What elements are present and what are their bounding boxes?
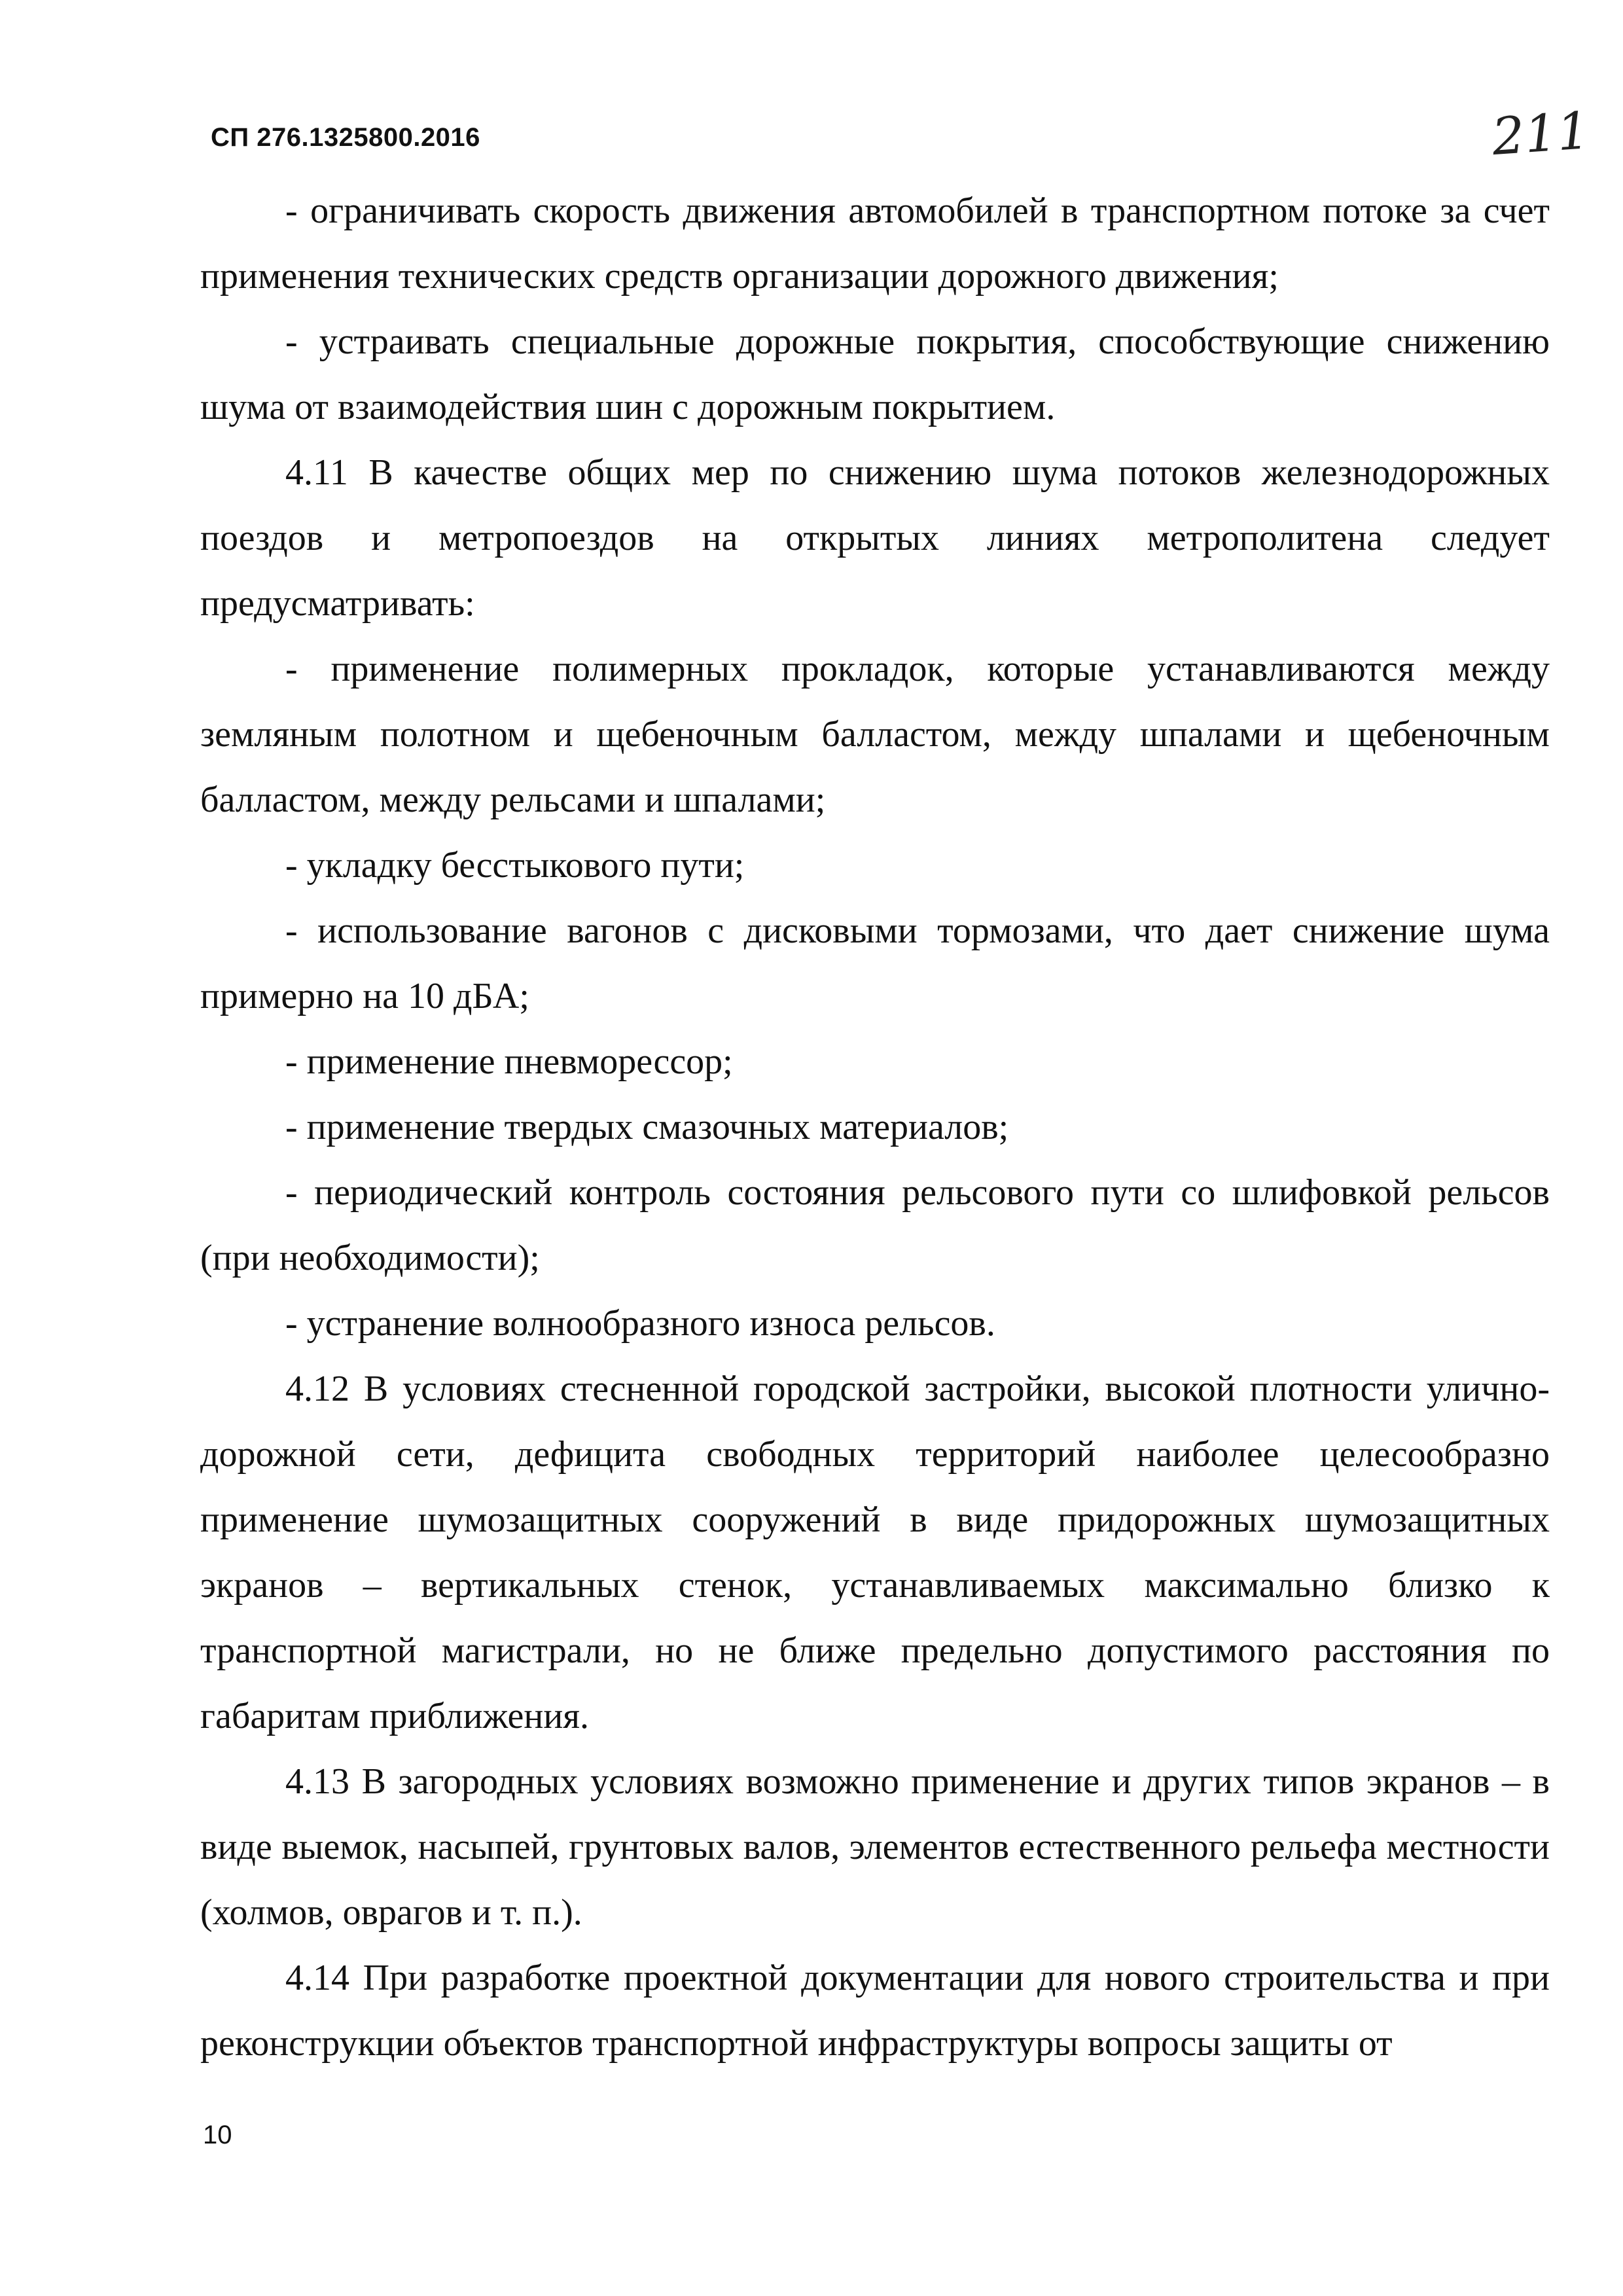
document-code-header: СП 276.1325800.2016 xyxy=(211,123,480,152)
paragraph-air-springs: - применение пневморессор; xyxy=(285,1041,733,1082)
paragraph-4-14: 4.14 При разработке проектной документации для нового строительства и при реконструкции объектов транспортной инфраструктуры вопросы защиты от xyxy=(200,1958,1550,2064)
paragraph-disc-brakes: - использование вагонов с дисковыми тормозами, что дает снижение шума примерно на 10 дБА; xyxy=(200,910,1550,1016)
paragraph-solid-lubricants: - применение твердых смазочных материалов; xyxy=(285,1107,1009,1147)
paragraph-polymer-pads: - применение полимерных прокладок, которые устанавливаются между земляным полотном и щебеночным балластом, между шпалами и щебеночным балластом, между рельсами и шпалами; xyxy=(200,649,1550,820)
paragraph-road-surface: - устраивать специальные дорожные покрытия, способствующие снижению шума от взаимодействия шин с дорожным покрытием. xyxy=(200,321,1550,427)
paragraph-4-13: 4.13 В загородных условиях возможно применение и других типов экранов – в виде выемок, насыпей, грунтовых валов, элементов естественного рельефа местности (холмов, оврагов и т. п.). xyxy=(200,1761,1550,1933)
handwritten-sheet-number: 211 xyxy=(1490,101,1592,168)
paragraph-corrugation-removal: - устранение волнообразного износа рельсов. xyxy=(285,1303,995,1344)
paragraph-speed-limit: - ограничивать скорость движения автомобилей в транспортном потоке за счет применения технических средств организации дорожного движения; xyxy=(200,190,1550,296)
document-body xyxy=(200,178,1550,2076)
paragraph-4-11: 4.11 В качестве общих мер по снижению шума потоков железнодорожных поездов и метропоездов на открытых линиях метрополитена следует предусматривать: xyxy=(200,452,1550,624)
paragraph-rail-grinding: - периодический контроль состояния рельсового пути со шлифовкой рельсов (при необходимости); xyxy=(200,1172,1550,1278)
page-number: 10 xyxy=(203,2121,232,2149)
paragraph-continuous-track: - укладку бесстыкового пути; xyxy=(285,845,745,886)
paragraph-4-12: 4.12 В условиях стесненной городской застройки, высокой плотности улично-дорожной сети, дефицита свободных территорий наиболее целесообразно применение шумозащитных сооружений в виде придорожных шумозащитных экранов – вертикальных стенок, устанавливаемых максимально близко к транспортной магистрали, но не ближе предельно допустимого расстояния по габаритам приближения. xyxy=(200,1369,1550,1736)
